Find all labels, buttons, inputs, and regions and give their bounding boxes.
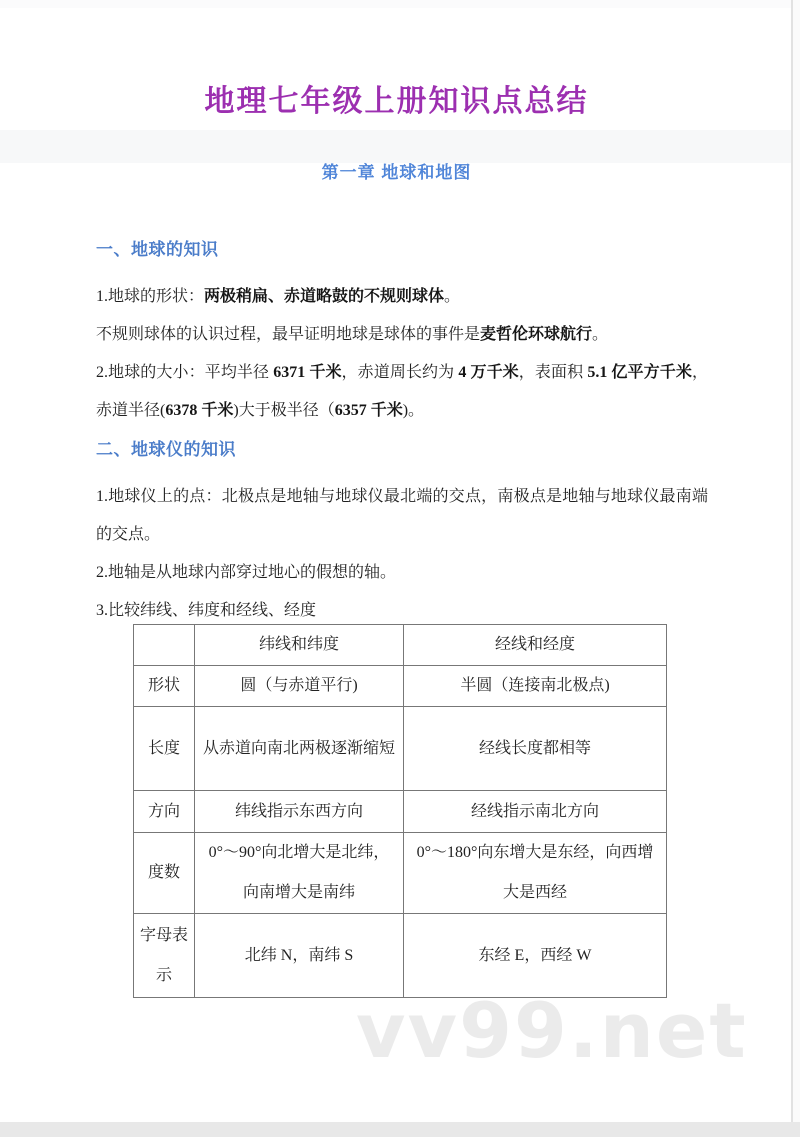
table-row-direction <box>134 791 667 833</box>
cell-latitude-length: 从赤道向南北两极逐渐缩短 <box>195 707 404 791</box>
text-run: 2.地轴是从地球内部穿过地心的假想的轴。 <box>96 564 397 581</box>
text-run: )。 <box>402 402 425 419</box>
text-run: 不规则球体的认识过程，最早证明地球是球体的事件是 <box>96 326 481 343</box>
chapter-heading: 第一章 地球和地图 <box>321 163 472 182</box>
text-run-bold: 6371 千米 <box>273 364 342 381</box>
document-body <box>96 240 708 630</box>
text-run-bold: 4 万千米 <box>458 364 519 381</box>
table-row-degrees <box>134 833 667 914</box>
text-run: ，表面积 <box>518 364 588 381</box>
table-row-length <box>134 707 667 791</box>
comparison-table-container <box>133 624 667 998</box>
row-label: 形状 <box>134 666 195 707</box>
text-run: 2.地球的大小：平均半径 <box>96 364 274 381</box>
table-row-letters <box>134 914 667 998</box>
cell-latitude-shape: 圆（与赤道平行) <box>195 666 404 707</box>
text-run-bold: 6357 千米 <box>334 402 403 419</box>
site-watermark: vv99.net <box>356 986 748 1075</box>
cell-latitude-direction: 纬线指示东西方向 <box>195 791 404 833</box>
table-header-empty <box>134 625 195 666</box>
text-run: 。 <box>592 326 609 343</box>
text-run-bold: 两极稍扁、赤道略鼓的不规则球体 <box>204 288 445 305</box>
cell-latitude-degrees: 0°～90°向北增大是北纬，向南增大是南纬 <box>195 833 404 914</box>
cell-longitude-shape: 半圆（连接南北极点) <box>404 666 667 707</box>
text-run: ，赤道半径( <box>96 364 708 419</box>
document-title: 地理七年级上册知识点总结 <box>204 85 589 118</box>
text-run-bold: 6378 千米 <box>165 402 234 419</box>
paragraph-earth-size <box>96 354 708 430</box>
text-run: )大于极半径（ <box>233 402 335 419</box>
lat-lon-comparison-table <box>133 624 667 998</box>
cell-longitude-length: 经线长度都相等 <box>404 707 667 791</box>
table-row-shape <box>134 666 667 707</box>
paragraph-earth-axis <box>96 554 708 592</box>
row-label: 长度 <box>134 707 195 791</box>
text-run: ，赤道周长约为 <box>341 364 459 381</box>
text-run-bold: 5.1 亿平方千米 <box>587 364 692 381</box>
top-page-edge <box>0 0 800 8</box>
row-label: 度数 <box>134 833 195 914</box>
page-bottom-gap <box>0 1122 800 1137</box>
text-run-bold: 麦哲伦环球航行 <box>480 326 593 343</box>
text-run: 3.比较纬线、纬度和经线、经度 <box>96 602 317 619</box>
paragraph-globe-points <box>96 478 708 554</box>
table-header-latitude: 纬线和纬度 <box>195 625 404 666</box>
paragraph-earth-shape <box>96 278 708 316</box>
cell-longitude-degrees: 0°～180°向东增大是东经，向西增大是西经 <box>404 833 667 914</box>
table-header-row <box>134 625 667 666</box>
text-run: 。 <box>444 288 461 305</box>
section-2-heading: 二、地球仪的知识 <box>96 440 236 459</box>
text-run: 1.地球的形状： <box>96 288 205 305</box>
page-right-edge <box>791 0 800 1122</box>
row-label: 字母表示 <box>134 914 195 998</box>
cell-latitude-letters: 北纬 N，南纬 S <box>195 914 404 998</box>
row-label: 方向 <box>134 791 195 833</box>
section-1-heading: 一、地球的知识 <box>96 240 219 259</box>
text-run: 1.地球仪上的点：北极点是地轴与地球仪最北端的交点，南极点是地轴与地球仪最南端的交点。 <box>96 488 708 543</box>
table-header-longitude: 经线和经度 <box>404 625 667 666</box>
cell-longitude-direction: 经线指示南北方向 <box>404 791 667 833</box>
cell-longitude-letters: 东经 E，西经 W <box>404 914 667 998</box>
paragraph-earth-proof <box>96 316 708 354</box>
